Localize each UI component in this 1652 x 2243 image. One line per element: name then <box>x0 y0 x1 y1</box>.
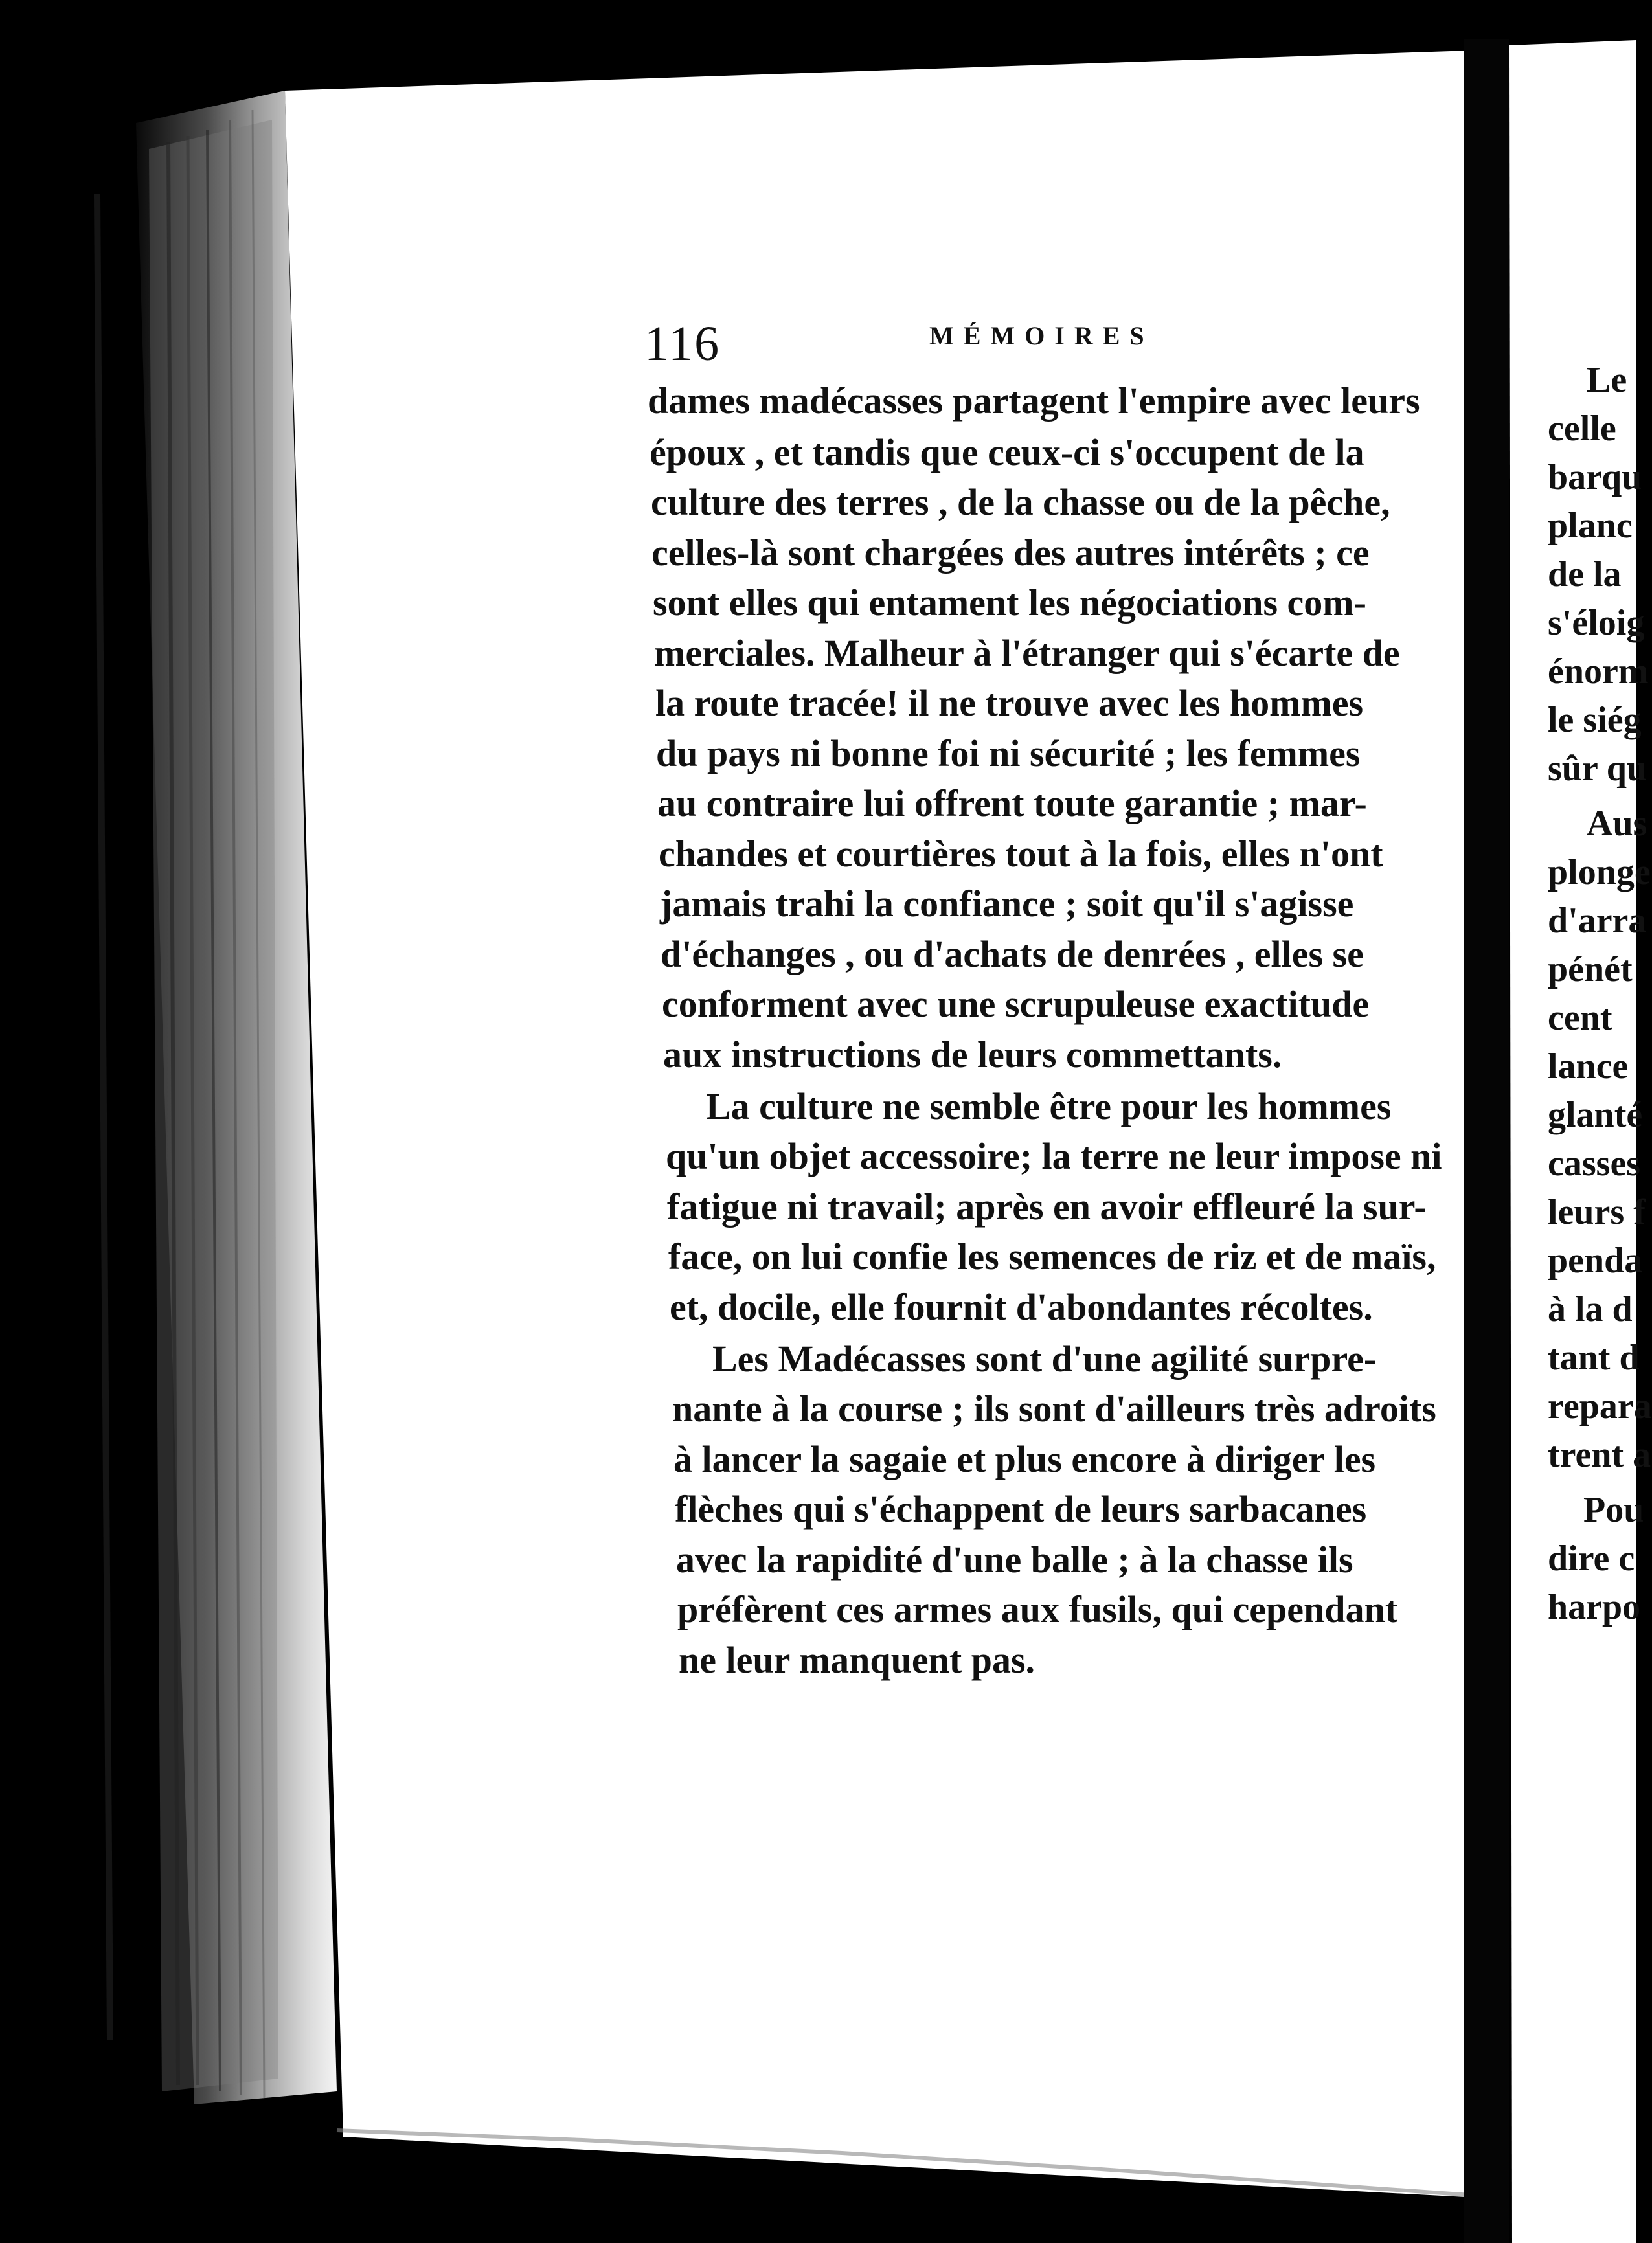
text-line: La culture ne semble être pour les hommes <box>706 1085 1392 1127</box>
text-line: au contraire lui offrent toute garantie ; mar- <box>657 782 1367 824</box>
right-text-fragment: Le <box>1587 360 1627 400</box>
text-line: d'échanges , ou d'achats de denrées , elles se <box>661 933 1364 975</box>
text-line: époux , et tandis que ceux-ci s'occupent de la <box>650 431 1364 473</box>
right-text-fragment: barqu <box>1548 457 1642 497</box>
right-text-fragment: glanté <box>1548 1095 1643 1135</box>
text-line: aux instructions de leurs commettants. <box>663 1033 1282 1076</box>
text-line: sont elles qui entament les négociations com- <box>653 581 1366 624</box>
page-number: 116 <box>644 317 721 371</box>
text-line: qu'un objet accessoire; la terre ne leur impose ni <box>666 1135 1442 1177</box>
right-text-fragment: à la d <box>1548 1289 1633 1329</box>
text-line: face, on lui confie les semences de riz et de maïs, <box>668 1235 1436 1278</box>
right-text-fragment: d'arra <box>1548 901 1647 941</box>
right-text-fragment: énorm <box>1548 651 1649 692</box>
right-text-fragment: celle <box>1548 409 1616 449</box>
text-line: dames madécasses partagent l'empire avec leurs <box>648 379 1420 422</box>
text-line: conforment avec une scrupuleuse exactitude <box>662 983 1370 1025</box>
text-line: Les Madécasses sont d'une agilité surpre- <box>712 1338 1377 1380</box>
text-line: la route tracée! il ne trouve avec les hommes <box>655 682 1364 724</box>
right-text-fragment: Aus <box>1587 804 1647 844</box>
right-text-fragment: sûr qu <box>1548 749 1647 789</box>
right-text-fragment: casses <box>1548 1144 1641 1184</box>
right-text-fragment: plonge <box>1548 852 1651 892</box>
text-line: et, docile, elle fournit d'abondantes récoltes. <box>670 1286 1373 1328</box>
right-text-fragment: s'éloig <box>1548 603 1645 643</box>
text-line: jamais trahi la confiance ; soit qu'il s'agisse <box>660 883 1354 925</box>
right-text-fragment: tant d <box>1548 1338 1640 1378</box>
right-text-fragment: dire c <box>1548 1539 1635 1579</box>
text-line: fatigue ni travail; après en avoir effleuré la sur- <box>667 1186 1427 1228</box>
right-text-fragment: pénét <box>1548 949 1633 989</box>
text-line: chandes et courtières tout à la fois, elles n'ont <box>659 833 1383 875</box>
text-line: culture des terres , de la chasse ou de la pêche, <box>651 481 1390 523</box>
right-text-fragment: harpo <box>1548 1587 1641 1627</box>
text-line: à lancer la sagaie et plus encore à diriger les <box>673 1438 1376 1480</box>
right-text-fragment: trent a <box>1548 1435 1651 1475</box>
text-line: ne leur manquent pas. <box>679 1639 1035 1681</box>
right-text-fragment: cent <box>1548 998 1612 1038</box>
text-line: nante à la course ; ils sont d'ailleurs très adroits <box>672 1388 1436 1430</box>
right-text-fragment: de la <box>1548 554 1622 594</box>
text-line: celles-là sont chargées des autres intérêts ; ce <box>651 532 1370 574</box>
right-text-fragment: repara <box>1548 1386 1652 1426</box>
right-text-fragment: le siég <box>1548 700 1642 740</box>
text-line: flèches qui s'échappent de leurs sarbacanes <box>675 1488 1367 1530</box>
right-text-fragment: lance <box>1548 1046 1629 1087</box>
right-text-fragment: Pou <box>1583 1490 1644 1530</box>
text-line: préfèrent ces armes aux fusils, qui cependant <box>677 1588 1398 1630</box>
text-line: merciales. Malheur à l'étranger qui s'écarte de <box>654 632 1400 674</box>
right-text-fragment: leurs f <box>1548 1192 1646 1232</box>
running-head: MÉMOIRES <box>929 321 1154 350</box>
text-line: avec la rapidité d'une balle ; à la chasse ils <box>676 1539 1353 1581</box>
right-text-fragment: planc <box>1548 506 1633 546</box>
text-line: du pays ni bonne foi ni sécurité ; les femmes <box>656 732 1361 774</box>
right-text-fragment: penda <box>1548 1241 1643 1281</box>
